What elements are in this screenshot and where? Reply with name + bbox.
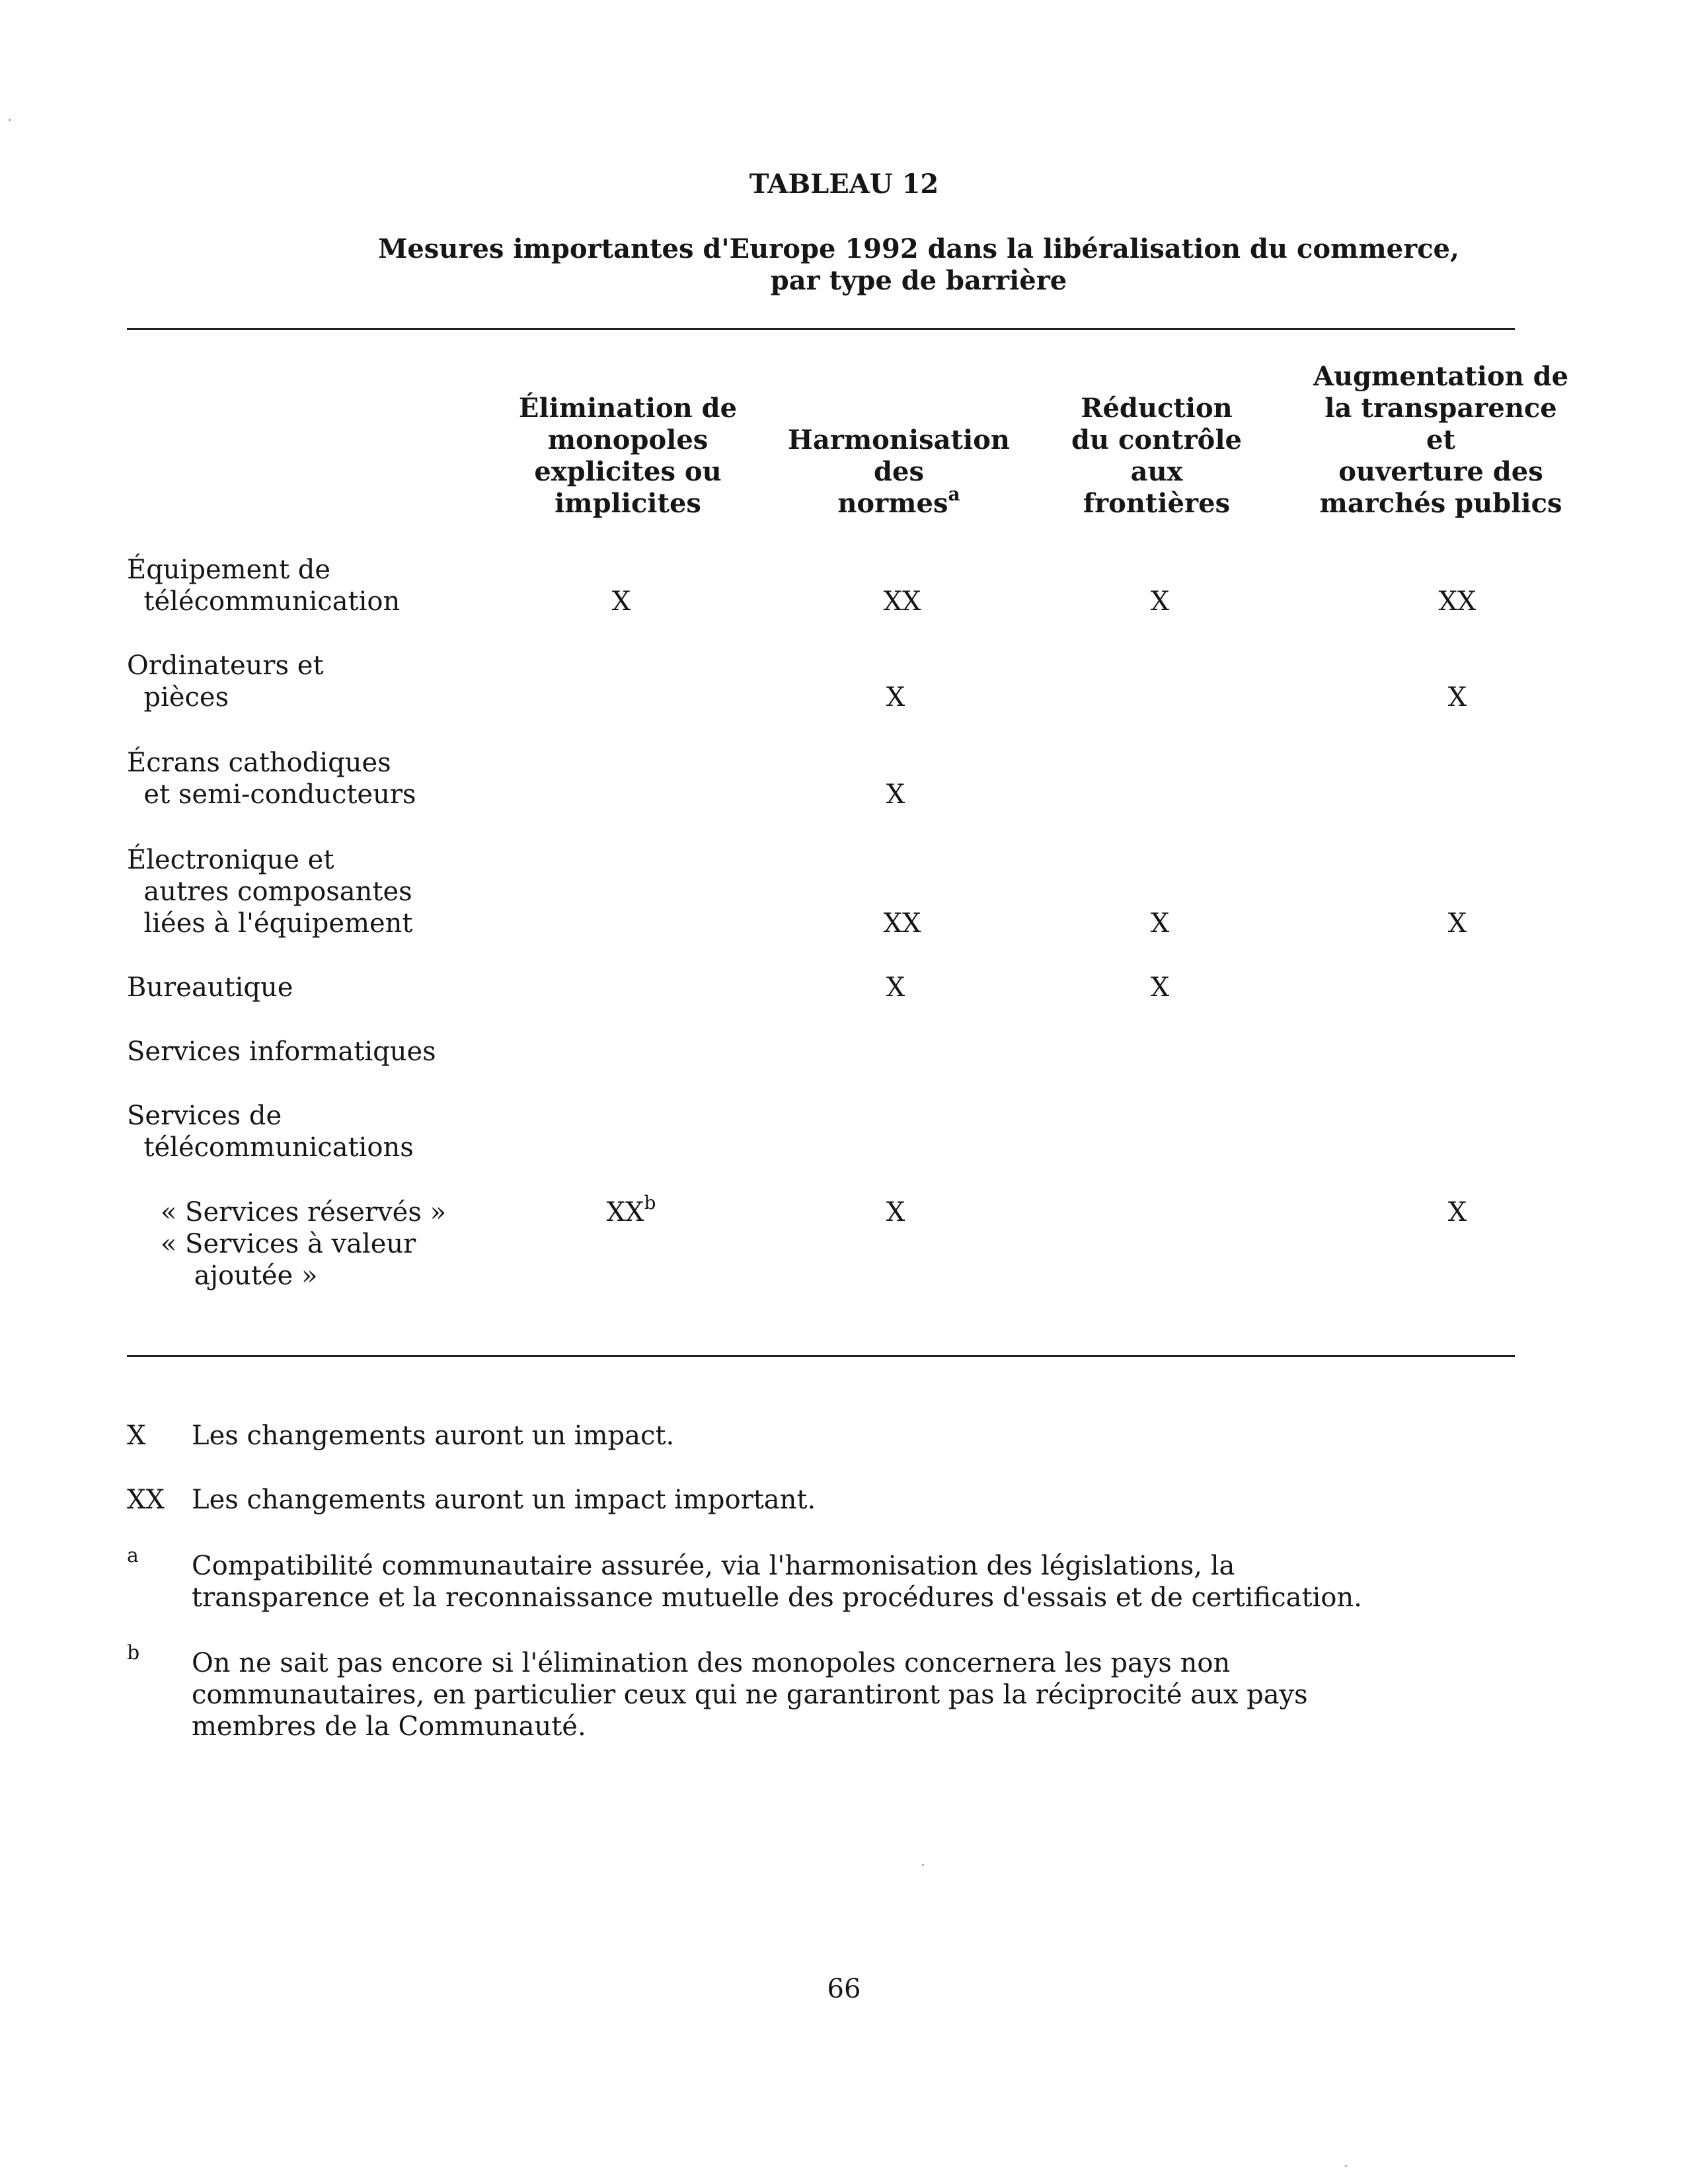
row-label-services-informatiques: Services informatiques: [127, 1036, 436, 1067]
cell-electronique-augmentation: X: [1447, 908, 1467, 939]
row-label-ecrans-semi-conducteurs: Écrans cathodiques et semi-conducteurs: [127, 748, 416, 810]
row-label-ordinateurs-pieces: Ordinateurs et pièces: [127, 650, 324, 713]
row-label-services-reserves-valeur-ajoutee: « Services réservés » « Services à valeur ajoutée »: [127, 1197, 447, 1291]
cell-equipement-elimination: X: [611, 586, 631, 617]
row-label-equipement-telecommunication: Équipement de télécommunication: [127, 555, 401, 617]
column-header-harmonisation: Harmonisation des normes$^a$: [788, 424, 1010, 519]
cell-equipement-harmonisation: XX: [883, 586, 921, 617]
note-text-b: On ne sait pas encore si l'élimination des monopoles concernera les pays non communautaires, en particulier ceux qui ne garantiront pas la réciprocité aux pays membres de la Communauté.: [192, 1648, 1308, 1742]
cell-services-reserves-harmonisation: X: [886, 1197, 905, 1228]
top-rule: [127, 328, 1515, 330]
legend-text-x: Les changements auront un impact.: [192, 1421, 675, 1451]
row-label-bureautique: Bureautique: [127, 972, 293, 1003]
cell-equipement-augmentation: XX: [1438, 586, 1477, 617]
legend-text-xx: Les changements auront un impact important.: [192, 1485, 816, 1515]
column-header-reduction: Réduction du contrôle aux frontières: [1071, 393, 1242, 519]
cell-electronique-reduction: X: [1150, 908, 1170, 939]
cell-electronique-harmonisation: XX: [883, 908, 921, 939]
column-header-augmentation: Augmentation de la transparence et ouverture des marchés publics: [1313, 361, 1569, 519]
bottom-rule: [127, 1355, 1515, 1357]
scan-speck: [922, 1864, 924, 1866]
cell-ordinateurs-harmonisation: X: [886, 682, 905, 713]
note-key-b: b: [127, 1641, 140, 1664]
subtitle-line-1: Mesures importantes d'Europe 1992 dans la libéralisation du commerce,: [378, 233, 1459, 264]
footnote-marker-b: b: [644, 1192, 656, 1214]
cell-services-reserves-augmentation: X: [1447, 1197, 1467, 1228]
table-subtitle: [297, 233, 1540, 297]
legend-key-xx: XX: [127, 1485, 165, 1515]
row-label-services-telecommunications: Services de télécommunications: [127, 1101, 414, 1163]
table-title: TABLEAU 12: [749, 169, 939, 200]
legend-key-x: X: [127, 1421, 146, 1451]
scan-speck: [9, 119, 11, 121]
column-header-elimination: Élimination de monopoles explicites ou implicites: [518, 393, 738, 519]
cell-services-reserves-elimination: $XX^b$: [606, 1192, 656, 1228]
scan-speck: [1345, 2165, 1347, 2167]
cell-ordinateurs-augmentation: X: [1447, 682, 1467, 713]
page-number: 66: [827, 1974, 861, 2004]
cell-bureautique-reduction: X: [1150, 972, 1170, 1003]
cell-equipement-reduction: X: [1150, 586, 1170, 617]
note-key-a: a: [127, 1544, 139, 1567]
row-label-electronique-composantes: Électronique et autres composantes liées à l'équipement: [127, 845, 413, 939]
note-text-a: Compatibilité communautaire assurée, via l'harmonisation des législations, la transparence et la reconnaissance mutuelle des procédures d'essais et de certification.: [192, 1551, 1362, 1613]
footnote-marker-a: a: [948, 483, 960, 505]
subtitle-line-2: par type de barrière: [770, 265, 1067, 296]
cell-bureautique-harmonisation: X: [886, 972, 905, 1003]
cell-ecrans-harmonisation: X: [886, 779, 905, 810]
